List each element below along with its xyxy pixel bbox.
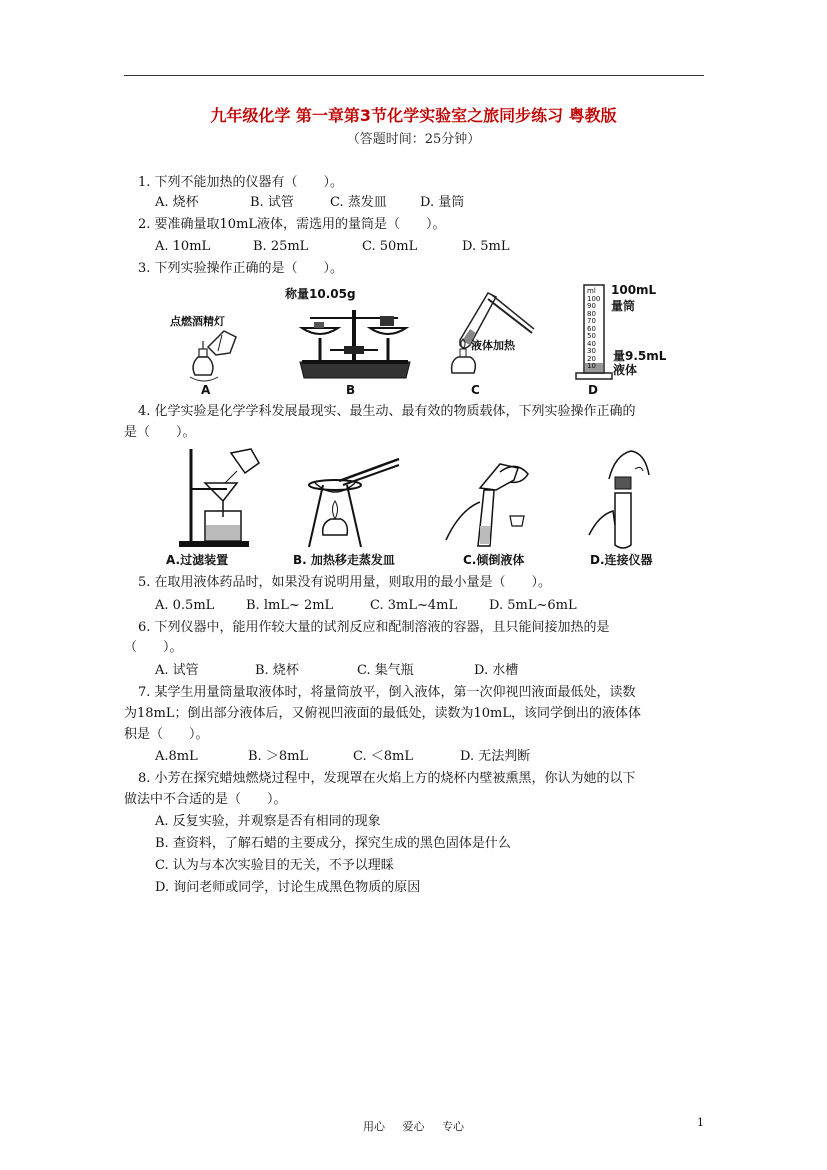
scale-label: 60: [587, 324, 596, 333]
question-5-option-a: A. 0.5mL: [155, 598, 215, 613]
question-1-option-a: A. 烧杯: [155, 195, 199, 210]
question-4-stem-line-2: 是（ ）。: [124, 425, 196, 440]
figure-4d-connecting: [585, 445, 665, 550]
figure-3d-scale: [587, 288, 600, 371]
figure-4d-caption: D.连接仪器: [590, 553, 653, 567]
scale-label: 90: [587, 302, 596, 310]
question-6-option-d: D. 水槽: [474, 663, 519, 678]
question-1-option-d: D. 量筒: [420, 195, 465, 210]
page-footer: 用心 爱心 专心: [363, 1120, 464, 1133]
question-1-option-c: C. 蒸发皿: [330, 195, 387, 210]
figure-4c-caption: C.倾倒液体: [463, 553, 525, 567]
question-2-option-d: D. 5mL: [462, 239, 510, 254]
question-5-stem: 5. 在取用液体药品时，如果没有说明用量，则取用的最小量是（ ）。: [138, 575, 552, 590]
question-7-stem-line-1: 7. 某学生用量筒量取液体时，将量筒放平，倒入液体，第一次仰视凹液面最低处，读数: [138, 685, 636, 700]
figure-3a-letter: A: [201, 383, 211, 397]
figure-4c-pouring: [440, 450, 540, 550]
question-6-stem-line-2: （ ）。: [124, 640, 183, 655]
figure-3a-label: 点燃酒精灯: [170, 315, 225, 328]
question-1-stem: 1. 下列不能加热的仪器有（ ）。: [138, 175, 344, 190]
scale-label: 70: [587, 317, 596, 325]
header-rule: [124, 75, 704, 76]
question-8-option-c: C. 认为与本次实验目的无关，不予以理睬: [155, 858, 394, 873]
question-3-stem: 3. 下列实验操作正确的是（ ）。: [138, 261, 344, 276]
question-8-stem-line-1: 8. 小芳在探究蜡烛燃烧过程中，发现罩在火焰上方的烧杯内壁被熏黑，你认为她的以下: [138, 771, 636, 786]
scale-label: ml: [587, 287, 596, 295]
figure-3c-heating-liquid: [440, 285, 540, 385]
page-subtitle: （答题时间：25分钟）: [346, 132, 481, 147]
question-1-option-b: B. 试管: [250, 195, 294, 210]
question-2-option-b: B. 25mL: [253, 239, 309, 254]
question-7-stem-line-2: 为18mL；倒出部分液体后，又俯视凹液面的最低处，读数为10mL，该同学倒出的液体体: [124, 706, 642, 721]
figure-3c-label: 液体加热: [471, 339, 515, 352]
figure-4b-evaporating-dish: [295, 455, 405, 550]
figure-4a-caption: A.过滤装置: [166, 553, 229, 567]
question-2-option-c: C. 50mL: [362, 239, 418, 254]
question-5-option-c: C. 3mL~4mL: [370, 598, 458, 613]
scale-label: 50: [587, 332, 596, 340]
figure-3c-letter: C: [471, 383, 480, 397]
scale-label: 100: [587, 294, 601, 303]
question-2-stem: 2. 要准确量取10mL液体，需选用的量筒是（ ）。: [138, 217, 446, 232]
scale-label: 30: [587, 347, 596, 355]
figure-3b-label: 称量10.05g: [285, 287, 356, 301]
question-7-option-b: B. ＞8mL: [248, 749, 309, 764]
figure-3d-label-4: 液体: [613, 363, 638, 377]
page-number: 1: [697, 1116, 704, 1129]
question-7-option-d: D. 无法判断: [460, 749, 531, 764]
scale-label: 80: [587, 309, 596, 318]
scale-label: 20: [587, 354, 596, 363]
scale-label: 10: [587, 362, 596, 370]
figure-4b-caption: B. 加热移走蒸发皿: [293, 553, 395, 567]
scale-label: 40: [587, 339, 596, 348]
question-5-option-b: B. lmL~ 2mL: [246, 598, 334, 613]
question-6-option-a: A. 试管: [155, 663, 199, 678]
question-2-option-a: A. 10mL: [155, 239, 211, 254]
question-8-option-a: A. 反复实验，并观察是否有相同的现象: [155, 814, 381, 829]
question-6-stem-line-1: 6. 下列仪器中，能用作较大量的试剂反应和配制溶液的容器，且只能间接加热的是: [138, 620, 610, 635]
question-7-option-c: C. ＜8mL: [353, 749, 413, 764]
question-4-stem-line-1: 4. 化学实验是化学学科发展最现实、最生动、最有效的物质载体，下列实验操作正确的: [138, 404, 636, 419]
figure-3d-label-2: 量筒: [611, 299, 636, 313]
figure-3d-label-1: 100mL: [611, 283, 657, 297]
question-8-option-d: D. 询问老师或同学，讨论生成黑色物质的原因: [155, 880, 421, 895]
figure-3d-letter: D: [588, 383, 598, 397]
figure-3b-letter: B: [346, 383, 356, 397]
question-7-option-a: A.8mL: [155, 749, 198, 764]
figure-3d-label-3: 量9.5mL: [613, 349, 667, 363]
question-5-option-d: D. 5mL~6mL: [489, 598, 577, 613]
figure-4a-filtration: [175, 445, 265, 550]
question-6-option-b: B. 烧杯: [255, 663, 299, 678]
figure-3b-balance: [290, 290, 420, 385]
question-8-stem-line-2: 做法中不合适的是（ ）。: [124, 792, 287, 807]
question-8-option-b: B. 查资料，了解石蜡的主要成分，探究生成的黑色固体是什么: [155, 836, 511, 851]
page-title: 九年级化学 第一章第3节化学实验室之旅同步练习 粤教版: [210, 106, 617, 125]
question-7-stem-line-3: 积是（ ）。: [124, 727, 209, 742]
question-6-option-c: C. 集气瓶: [357, 663, 414, 678]
